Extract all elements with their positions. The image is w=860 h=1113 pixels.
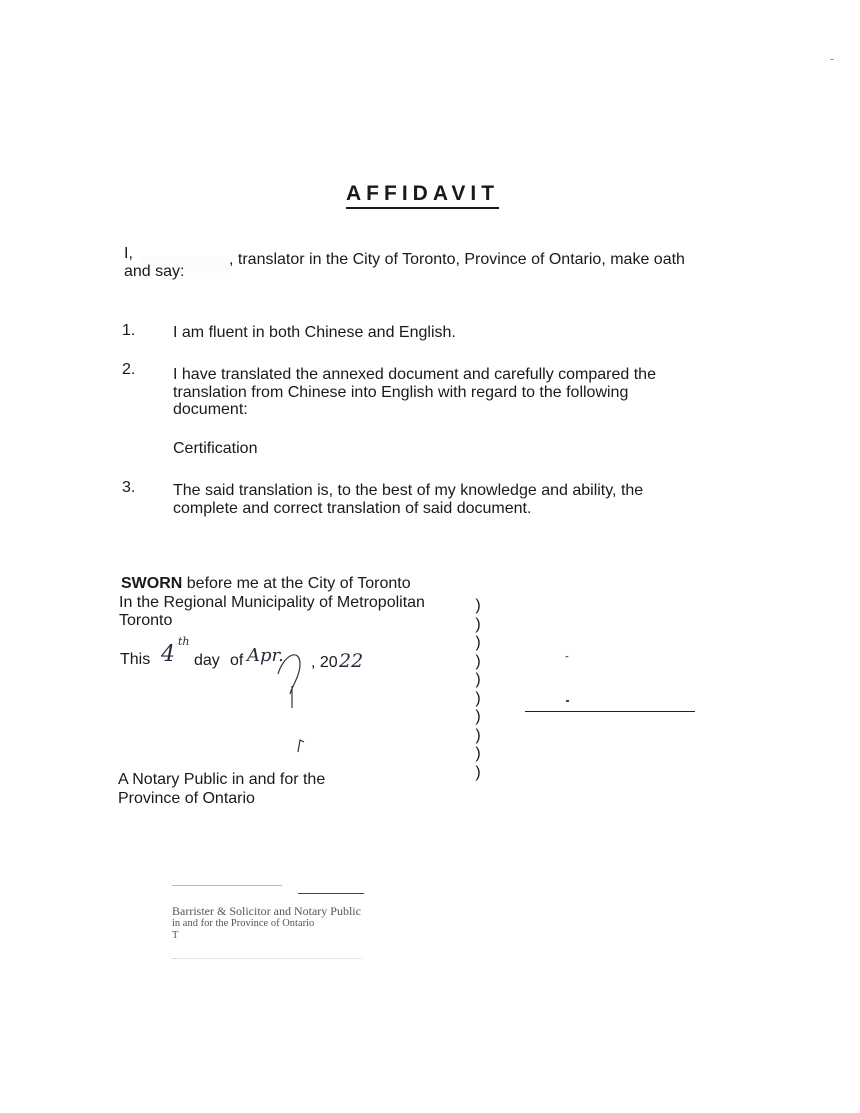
date-year-prefix: , 20 bbox=[311, 654, 338, 671]
scan-speck bbox=[830, 59, 834, 60]
document-name: Certification bbox=[173, 440, 258, 457]
notary-stamp bbox=[172, 880, 372, 942]
sworn-line2: In the Regional Municipality of Metropolitan bbox=[119, 594, 425, 611]
item-number: 1. bbox=[122, 322, 136, 339]
intro-line2: and say: bbox=[124, 263, 185, 280]
date-of: of bbox=[230, 652, 244, 669]
date-this: This bbox=[120, 651, 151, 668]
paren: ) bbox=[475, 634, 481, 651]
paren: ) bbox=[475, 671, 481, 688]
stamp-line3: T bbox=[172, 930, 179, 941]
handwritten-month: Apr. bbox=[247, 645, 284, 666]
signature-line bbox=[525, 711, 695, 712]
item-text: document: bbox=[173, 401, 248, 418]
sworn-line1 bbox=[121, 575, 411, 593]
notary-line2: Province of Ontario bbox=[118, 790, 255, 807]
paren-column bbox=[472, 597, 484, 782]
paren: ) bbox=[475, 597, 481, 614]
handwritten-year: 22 bbox=[339, 650, 364, 672]
item-number: 3. bbox=[122, 479, 136, 496]
stamp-line2: in and for the Province of Ontario bbox=[172, 918, 315, 929]
stamp-line1: Barrister & Solicitor and Notary Public bbox=[172, 904, 361, 918]
paren: ) bbox=[475, 763, 481, 781]
signature-mark bbox=[565, 656, 569, 661]
paren: ) bbox=[475, 708, 481, 725]
paren: ) bbox=[475, 726, 481, 744]
handwritten-day: 4 bbox=[161, 642, 175, 667]
sworn-rest: before me at the City of Toronto bbox=[182, 575, 411, 592]
intro-line1: , translator in the City of Toronto, Province of Ontario, make oath bbox=[229, 251, 685, 268]
notary-line1: A Notary Public in and for the bbox=[118, 771, 326, 788]
item-text: The said translation is, to the best of my knowledge and ability, the bbox=[173, 482, 644, 499]
item-text: translation from Chinese into English with regard to the following bbox=[173, 384, 629, 401]
signature-mark bbox=[566, 700, 569, 702]
item-text: complete and correct translation of said document. bbox=[173, 500, 532, 517]
date-day: day bbox=[194, 652, 220, 669]
item-text: I am fluent in both Chinese and English. bbox=[173, 324, 456, 341]
paren: ) bbox=[475, 745, 481, 762]
stamp-address-line bbox=[172, 958, 362, 960]
handwritten-day-suffix: th bbox=[178, 635, 190, 648]
paren: ) bbox=[475, 652, 481, 670]
paren: ) bbox=[475, 689, 481, 707]
page-title: AFFIDAVIT bbox=[346, 182, 499, 209]
paren: ) bbox=[475, 615, 481, 633]
sworn-bold: SWORN bbox=[121, 575, 183, 592]
handwritten-signature-stroke bbox=[270, 646, 310, 756]
intro-prefix: I, bbox=[124, 245, 133, 262]
item-text: I have translated the annexed document and carefully compared the bbox=[173, 366, 656, 383]
item-number: 2. bbox=[122, 361, 136, 378]
sworn-line3: Toronto bbox=[119, 612, 173, 629]
